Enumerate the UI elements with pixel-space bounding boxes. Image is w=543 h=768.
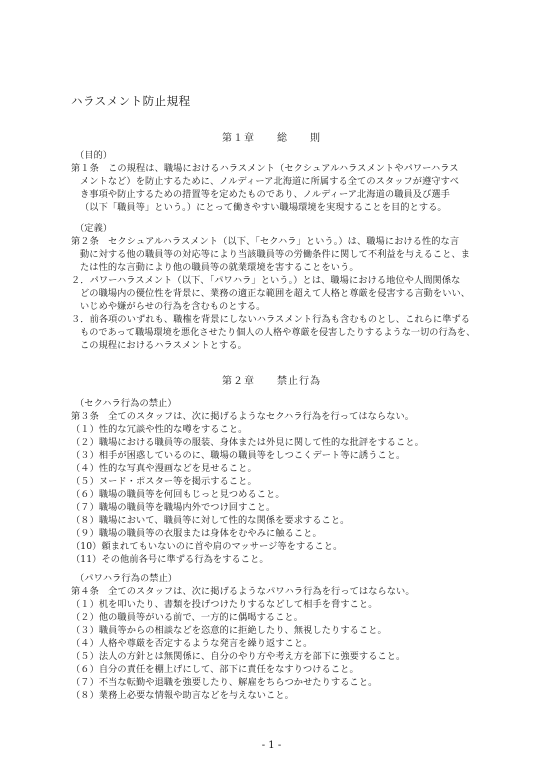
article2-line: 第２条 セクシュアルハラスメント（以下、「セクハラ」という。）は、職場における性的な言 <box>71 236 460 247</box>
article2-line: ３．前各項のいずれも、職権を背景にしないハラスメント行為も含むものとし、これらに準ずる <box>71 314 471 325</box>
article4-item: （２）他の職員等がいる前で、一方的に偶喝すること。 <box>71 612 304 623</box>
article3-item: （３）相手が困惑しているのに、職場の職員等をしつこくデート等に誘うこと。 <box>71 450 406 461</box>
article2-line: この規程におけるハラスメントとする。 <box>80 340 247 351</box>
article2-line: どの職場内の優位性を背景に、業務の適正な範囲を超えて人格と尊厳を侵害する言動をいい、 <box>80 288 471 299</box>
article4-item: （４）人格や尊厳を否定するような発言を繰り返すこと。 <box>71 638 313 649</box>
article4-line: 第４条 全てのスタッフは、次に掲げるようなパワハラ行為を行ってはならない。 <box>71 586 415 597</box>
article2-line: たは性的な言動により他の職員等の就業環境を害することをいう。 <box>80 262 359 273</box>
article4-item: （５）法人の方針とは無関係に、自分のやり方や考え方を部下に強要すること。 <box>71 651 406 662</box>
article3-item: （１）性的な冗談や性的な噂をすること。 <box>71 424 248 435</box>
article3-item: （６）職場の職員等を何回もじっと見つめること。 <box>71 489 285 500</box>
article3-heading: （セクハラ行為の禁止） <box>75 398 177 409</box>
article3-item: （４）性的な写真や漫画などを見せること。 <box>71 463 257 474</box>
article3-item: （10）頼まれてもいないのに首や肩のマッサージ等をすること。 <box>71 541 343 552</box>
article4-item: （７）不当な転勤や退職を強要したり、解雇をちらつかせたりすること。 <box>71 677 378 688</box>
article2-line: いじめや嫌がらせの行為を含むものとする。 <box>80 301 266 312</box>
article1-line: （以下「職員等」という。）にとって働きやすい職場環境を実現することを目的とする。 <box>80 202 447 213</box>
article3-item: （11）その他前各号に準ずる行為をすること。 <box>71 554 269 565</box>
article4-item: （３）職員等からの相談などを恣意的に拒絶したり、無視したりすること。 <box>71 625 387 636</box>
article3-item: （５）ヌード・ポスター等を掲示すること。 <box>71 476 257 487</box>
article2-heading: （定義） <box>75 223 113 234</box>
article2-line: 動に対する他の職員等の対応等により当該職員等の労働条件に関して不利益を与えること、ま <box>80 249 471 260</box>
article2-line: ものであって職場環境を悪化させたり個人の人格や尊厳を侵害したりするような一切の行為を、 <box>80 327 476 338</box>
article1-line: メントなど）を防止するために、ノルディーア北海道に所属する全てのスタッフが遵守すべ <box>80 176 460 187</box>
chapter-heading-2: 第２章 禁止行為 <box>222 376 321 387</box>
article3-item: （８）職場において、職員等に対して性的な関係を要求すること。 <box>71 515 350 526</box>
article4-item: （６）自分の責任を棚上げにして、部下に責任をなすりつけること。 <box>71 664 359 675</box>
article1-heading: （目的） <box>75 150 113 161</box>
article3-line: 第３条 全てのスタッフは、次に掲げるようなセクハラ行為を行ってはならない。 <box>71 411 415 422</box>
article3-item: （９）職場の職員等の衣服または身体をむやみに触ること。 <box>71 528 322 539</box>
article4-heading: （パワハラ行為の禁止） <box>75 573 178 584</box>
page-number: - 1 - <box>261 740 282 751</box>
chapter-heading-1: 第１章 総 則 <box>222 133 321 144</box>
article3-item: （２）職場における職員等の服装、身体または外見に関して性的な批評をすること。 <box>71 437 424 448</box>
article3-item: （７）職場の職員等を職場内外でつけ回すこと。 <box>71 502 276 513</box>
article2-line: ２．パワーハラスメント（以下、「パワハラ」という。）とは、職場における地位や人間関係な <box>71 275 461 286</box>
article1-line: き事項や防止するための措置等を定めたものであり、ノルディーア北海道の職員及び選手 <box>80 189 450 200</box>
document-title: ハラスメント防止規程 <box>71 94 191 108</box>
article4-item: （１）机を叩いたり、書類を投げつけたりするなどして相手を脅すこと。 <box>71 599 378 610</box>
article4-item: （８）業務上必要な情報や助言などを与えないこと。 <box>71 690 294 701</box>
article1-line: 第１条 この規程は、職場におけるハラスメント（セクシュアルハラスメントやパワーハラス <box>71 163 459 174</box>
